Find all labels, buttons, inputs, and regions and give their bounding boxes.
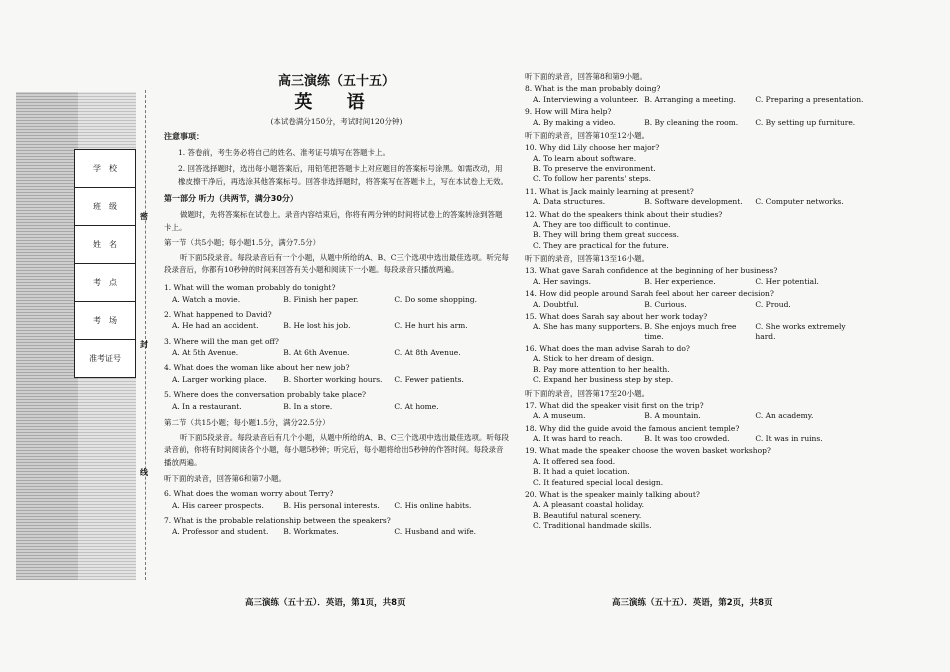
option-a: A. Larger working place. <box>172 374 267 384</box>
seal-char-xian: 线 <box>140 468 148 477</box>
option-c: C. It was in ruins. <box>755 434 823 443</box>
option-b: B. At 6th Avenue. <box>283 348 350 357</box>
option-a: A. A museum. <box>533 411 586 421</box>
question-4 <box>164 363 509 384</box>
option-c: C. An academy. <box>755 411 814 421</box>
field-class: 班 级 <box>75 188 136 226</box>
questions-6-7 <box>164 489 509 537</box>
option-b: B. Curious. <box>644 299 687 309</box>
question-stem: 20. What is the speaker mainly talking about? <box>525 489 700 499</box>
question-stem: 11. What is Jack mainly learning at present? <box>525 186 694 196</box>
option-b: B. Finish her paper. <box>283 294 359 304</box>
option-a: A. Interviewing a volunteer. <box>533 94 639 104</box>
questions-8-9 <box>525 84 870 127</box>
question-12 <box>525 210 870 251</box>
option-a: A. Watch a movie. <box>172 294 241 304</box>
notice-title: 注意事项： <box>164 132 204 142</box>
question-stem: 10. Why did Lily choose her major? <box>525 143 660 153</box>
question-stem: 13. What gave Sarah confidence at the beginning of her business? <box>525 266 778 276</box>
option-c: C. He hurt his arm. <box>394 321 468 331</box>
page-1-column <box>164 74 509 537</box>
option-b: B. By cleaning the room. <box>644 117 739 127</box>
option-b: B. His personal interests. <box>283 500 380 510</box>
option-a: A. Data structures. <box>533 197 606 207</box>
option-c: C. She works extremely hard. <box>755 322 846 341</box>
subject-title: 英 语 <box>294 92 379 114</box>
option-b: B. A mountain. <box>644 411 701 421</box>
option-c: C. At 8th Avenue. <box>394 348 461 357</box>
question-stem: 7. What is the probable relationship between the speakers? <box>164 516 391 525</box>
question-stem: 5. Where does the conversation probably take place? <box>164 390 367 400</box>
option-b: B. In a store. <box>283 401 333 411</box>
option-a: A. It was hard to reach. <box>533 434 623 443</box>
page-1-footer: 高三演练（五十五）．英语，第1页，共8页 <box>245 598 406 608</box>
option-c: C. At home. <box>394 401 439 411</box>
option-c: C. Her potential. <box>755 276 819 286</box>
seal-char-mi: 密 <box>140 212 148 221</box>
option-c: C. Computer networks. <box>755 197 844 207</box>
option-b: B. Pay more attention to her health. <box>533 364 670 374</box>
option-b: B. Arranging a meeting. <box>644 94 736 104</box>
field-ticket-number: 准考证号 <box>75 340 136 378</box>
question-stem: 14. How did people around Sarah feel about her career decision? <box>525 289 774 299</box>
question-18 <box>525 424 870 444</box>
question-17 <box>525 401 870 421</box>
section2-title: 第二节（共15小题；每小题1.5分，满分22.5分） <box>164 417 330 427</box>
field-exam-room: 考 场 <box>75 302 136 340</box>
option-a: A. It offered sea food. <box>533 456 616 466</box>
option-a: A. In a restaurant. <box>172 401 242 411</box>
question-20 <box>525 490 870 531</box>
option-c: C. Husband and wife. <box>394 527 477 537</box>
option-b: B. It had a quiet location. <box>533 467 630 477</box>
option-a: A. A pleasant coastal holiday. <box>533 500 644 510</box>
option-c: C. It featured special local design. <box>533 477 664 487</box>
option-b: B. Software development. <box>644 197 743 207</box>
option-c: C. Do some shopping. <box>394 294 478 304</box>
option-b: B. They will bring them great success. <box>533 230 680 240</box>
option-b: B. Her experience. <box>644 276 716 286</box>
option-c: C. His online habits. <box>394 500 472 510</box>
part1-intro: 做题时，先将答案标在试卷上。录音内容结束后，你将有两分钟的时间将试卷上的答案转涂到答题卡上。 <box>164 210 503 233</box>
question-8 <box>525 84 870 104</box>
field-school: 学 校 <box>75 150 136 188</box>
option-a: A. At 5th Avenue. <box>172 348 239 357</box>
question-stem: 3. Where will the man get off? <box>164 336 279 346</box>
option-a: A. His career prospects. <box>172 500 264 510</box>
question-stem: 8. What is the man probably doing? <box>525 84 661 94</box>
option-a: A. By making a video. <box>533 117 616 127</box>
notice-item-2: 2. 回答选择题时，选出每小题答案后，用铅笔把答题卡上对应题目的答案标号涂黑。如需改动，用橡皮擦干净后，再选涂其他答案标号。回答非选择题时，将答案写在答题卡上，写在本试卷上无效。 <box>178 163 508 186</box>
question-stem: 17. What did the speaker visit first on the trip? <box>525 400 704 410</box>
seal-line <box>138 90 152 580</box>
option-a: A. Doubtful. <box>533 299 579 309</box>
question-15 <box>525 312 870 341</box>
option-a: A. She has many supporters. <box>533 322 643 332</box>
question-11 <box>525 187 870 207</box>
questions-1-5 <box>164 283 509 411</box>
option-a: A. They are too difficult to continue. <box>533 219 671 229</box>
question-2 <box>164 310 509 331</box>
option-c: C. They are practical for the future. <box>533 240 669 250</box>
question-14 <box>525 289 870 309</box>
question-1 <box>164 283 509 304</box>
exam-meta: (本试卷满分150分，考试时间120分钟) <box>270 116 403 126</box>
exam-title: 高三演练（五十五） <box>277 74 395 89</box>
option-a: A. Her savings. <box>533 276 591 286</box>
seal-dashed-line <box>145 90 146 580</box>
option-c: C. Preparing a presentation. <box>755 94 864 104</box>
option-c: C. Fewer patients. <box>394 374 464 384</box>
option-b: B. Workmates. <box>283 527 339 537</box>
option-a: A. He had an accident. <box>172 321 259 331</box>
option-a: A. To learn about software. <box>533 153 637 163</box>
question-9 <box>525 107 870 127</box>
section1-title: 第一节（共5小题；每小题1.5分，满分7.5分） <box>164 237 321 247</box>
option-c: C. Expand her business step by step. <box>533 375 674 385</box>
field-exam-site: 考 点 <box>75 264 136 302</box>
lead-17-20: 听下面的录音，回答第17至20小题。 <box>525 388 650 398</box>
question-5 <box>164 390 509 411</box>
notice-item-1: 1. 答卷前，考生务必将自己的姓名、准考证号填写在答题卡上。 <box>178 148 391 158</box>
question-7 <box>164 516 509 537</box>
question-stem: 1. What will the woman probably do tonight? <box>164 283 336 293</box>
section1-intro: 听下面5段录音。每段录音后有一个小题，从题中所给的A、B、C三个选项中选出最佳选项。听完每段录音后，你都有10秒钟的时间来回答有关小题和阅读下一小题。每段录音只播放两遍。 <box>164 252 509 275</box>
lead-8-9: 听下面的录音，回答第8和第9小题。 <box>525 72 648 81</box>
option-c: C. Traditional handmade skills. <box>533 521 652 530</box>
question-10 <box>525 143 870 184</box>
question-stem: 19. What made the speaker choose the woven basket workshop? <box>525 446 771 456</box>
option-b: B. She enjoys much free time. <box>644 322 737 341</box>
page-2-column <box>525 72 870 530</box>
option-c: C. By setting up furniture. <box>755 117 856 127</box>
section2-intro: 听下面5段录音。每段录音后有几个小题，从题中所给的A、B、C三个选项中选出最佳选项。听每段录音前，你将有时间阅读各个小题，每小题5秒钟；听完后，每小题将给出5秒钟的作答时间。每段录音播放两遍。 <box>164 432 509 468</box>
part1-title: 第一部分 听力（共两节，满分30分） <box>164 194 298 204</box>
question-stem: 18. Why did the guide avoid the famous ancient temple? <box>525 423 740 433</box>
option-c: C. To follow her parents' steps. <box>533 174 651 184</box>
question-stem: 9. How will Mira help? <box>525 107 612 117</box>
question-stem: 12. What do the speakers think about their studies? <box>525 209 723 219</box>
field-name: 姓 名 <box>75 226 136 264</box>
question-19 <box>525 446 870 487</box>
option-c: C. Proud. <box>755 299 791 309</box>
question-stem: 2. What happened to David? <box>164 309 272 319</box>
option-b: B. It was too crowded. <box>644 434 730 443</box>
question-16 <box>525 344 870 385</box>
option-b: B. He lost his job. <box>283 321 351 331</box>
option-b: B. Shorter working hours. <box>283 374 383 384</box>
question-13 <box>525 266 870 286</box>
option-b: B. Beautiful natural scenery. <box>533 510 642 520</box>
lead-10-12: 听下面的录音，回答第10至12小题。 <box>525 130 650 140</box>
option-a: A. Stick to her dream of design. <box>533 354 654 364</box>
seal-char-feng: 封 <box>140 340 148 349</box>
lead-13-16: 听下面的录音，回答第13至16小题。 <box>525 254 650 263</box>
question-stem: 15. What does Sarah say about her work today? <box>525 311 708 321</box>
student-info-table <box>74 149 136 378</box>
question-stem: 6. What does the woman worry about Terry? <box>164 489 334 499</box>
lead-6-7: 听下面的录音，回答第6和第7小题。 <box>164 473 287 483</box>
question-3 <box>164 337 509 358</box>
question-stem: 16. What does the man advise Sarah to do? <box>525 344 690 353</box>
page-2-footer: 高三演练（五十五）．英语，第2页，共8页 <box>612 598 773 608</box>
option-b: B. To preserve the environment. <box>533 164 656 173</box>
question-6 <box>164 489 509 510</box>
question-stem: 4. What does the woman like about her new job? <box>164 363 350 373</box>
option-a: A. Professor and student. <box>172 527 269 537</box>
